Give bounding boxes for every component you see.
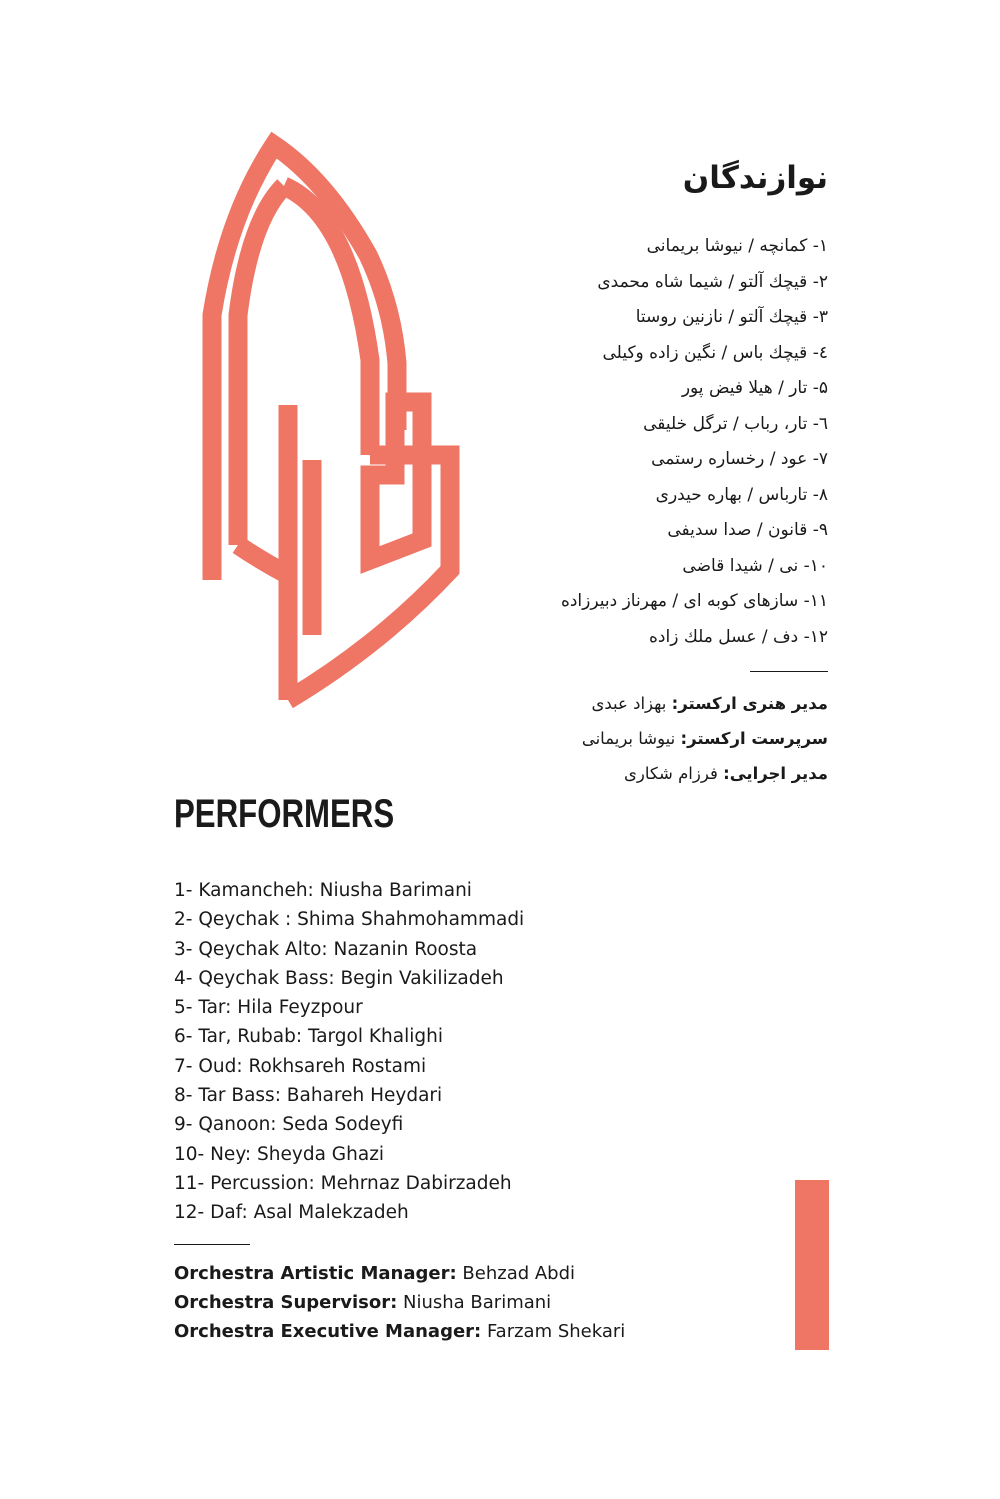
persian-title: نوازندگان [682, 160, 828, 196]
list-item: 5- Tar: Hila Feyzpour [174, 997, 363, 1019]
list-item: 2- Qeychak : Shima Shahmohammadi [174, 909, 525, 931]
english-credit-supervisor [174, 1288, 734, 1317]
divider [750, 671, 828, 672]
arch-monogram-icon [180, 130, 490, 710]
credit-name: بهزاد عبدی [591, 694, 672, 714]
logo-strokes [212, 145, 450, 700]
list-item: 4- Qeychak Bass: Begin Vakilizadeh [174, 967, 504, 989]
credit-name: Behzad Abdi [456, 1262, 576, 1284]
divider [174, 1244, 250, 1245]
list-item: 6- Tar, Rubab: Targol Khalighi [174, 1026, 443, 1048]
credit-name: Niusha Barimani [397, 1291, 552, 1313]
english-performers-section [174, 790, 734, 1346]
credit-role: مدیر هنری اركستر: [671, 694, 828, 714]
list-item: ۵- تار / هیلا فیض پور [681, 378, 828, 399]
persian-credit-artistic-manager [470, 686, 828, 721]
persian-performers-section [470, 160, 828, 791]
list-item: 12- Daf: Asal Malekzadeh [174, 1202, 409, 1224]
list-item: ٤- قیچك باس / نگین زاده وكیلی [602, 342, 828, 363]
credit-role: مدیر اجرایی: [723, 764, 828, 784]
credit-name: فرزام شكاری [623, 764, 724, 784]
credit-role: سرپرست اركستر: [680, 729, 828, 749]
list-item: ۳- قیچك آلتو / نازنین روستا [635, 307, 828, 328]
persian-credit-executive-manager [470, 756, 828, 791]
list-item: 9- Qanoon: Seda Sodeyfi [174, 1114, 404, 1136]
persian-credit-supervisor [470, 721, 828, 756]
logo-inner-arch [238, 186, 284, 545]
list-item: 1- Kamancheh: Niusha Barimani [174, 880, 472, 901]
credit-role: Orchestra Artistic Manager: [174, 1262, 457, 1284]
list-item: 10- Ney: Sheyda Ghazi [174, 1143, 385, 1165]
list-item: ۸- تارباس / بهاره حیدری [655, 484, 828, 505]
list-item: 7- Oud: Rokhsareh Rostami [174, 1055, 427, 1077]
list-item: 8- Tar Bass: Bahareh Heydari [174, 1085, 443, 1107]
list-item: ۱۲- دف / عسل ملك زاده [649, 626, 828, 647]
credit-name: Farzam Shekari [481, 1320, 626, 1342]
english-performer-list [174, 876, 734, 1228]
list-item: ۲- قیچك آلتو / شیما شاه محمدی [597, 271, 828, 292]
list-item: ۱۰- نی / شیدا قاضی [682, 555, 828, 576]
credit-role: Orchestra Executive Manager: [174, 1320, 482, 1342]
english-title: PERFORMERS [174, 792, 395, 836]
list-item: ۷- عود / رخساره رستمی [651, 449, 828, 470]
credit-role: Orchestra Supervisor: [174, 1291, 398, 1313]
list-item: 11- Percussion: Mehrnaz Dabirzadeh [174, 1172, 512, 1194]
list-item: ٦- تار، رباب / ترگل خلیقی [643, 413, 828, 434]
english-credit-executive-manager [174, 1317, 734, 1346]
list-item: ۱- کمانچه / نیوشا بریمانی [646, 236, 828, 257]
list-item: ۱۱- سازهای كوبه ای / مهرناز دبیرزاده [560, 591, 828, 612]
list-item: 3- Qeychak Alto: Nazanin Roosta [174, 938, 478, 960]
accent-bar [795, 1180, 829, 1350]
english-credit-artistic-manager [174, 1259, 734, 1288]
persian-performer-list [470, 229, 828, 655]
credit-name: نیوشا بریمانی [581, 729, 681, 749]
list-item: ۹- قانون / صدا سدیفی [667, 520, 828, 541]
